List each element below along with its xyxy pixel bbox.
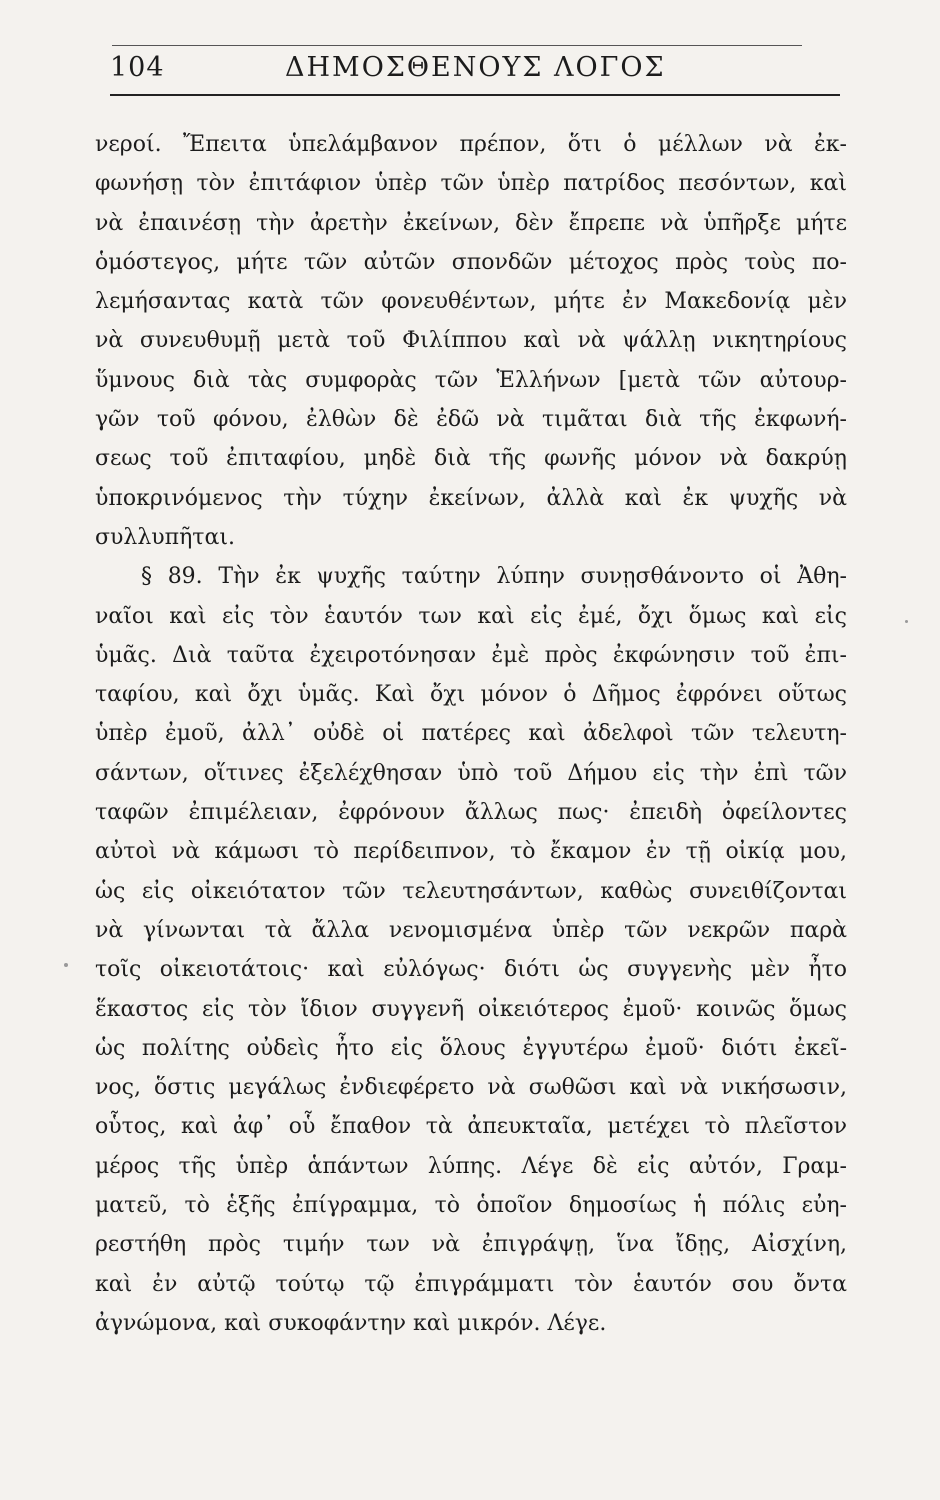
text-line: μέρος τῆς ὑπὲρ ἁπάντων λύπης. Λέγε δὲ εἰς αὐτόν, Γραμ- [95, 1153, 847, 1179]
text-line: ναῖοι καὶ εἰς τὸν ἑαυτόν των καὶ εἰς ἐμέ, ὄχι ὅμως καὶ εἰς [95, 603, 847, 629]
paper-speck [905, 620, 908, 623]
text-line: ταφῶν ἐπιμέλειαν, ἐφρόνουν ἄλλως πως· ἐπειδὴ ὀφείλοντες [95, 800, 847, 826]
text-line: ὡς πολίτης οὐδεὶς ἦτο εἰς ὅλους ἐγγυτέρω ἐμοῦ· διότι ἐκεῖ- [95, 1035, 847, 1061]
text-line: σάντων, οἵτινες ἐξελέχθησαν ὑπὸ τοῦ Δήμου εἰς τὴν ἐπὶ τῶν [95, 760, 847, 786]
text-line: ὑπὲρ ἐμοῦ, ἀλλ᾽ οὐδὲ οἱ πατέρες καὶ ἀδελφοὶ τῶν τελευτη- [95, 721, 847, 747]
running-header [110, 50, 840, 92]
text-line: φωνήσῃ τὸν ἐπιτάφιον ὑπὲρ τῶν ὑπὲρ πατρίδος πεσόντων, καὶ [95, 171, 847, 197]
text-line: ματεῦ, τὸ ἑξῆς ἐπίγραμμα, τὸ ὁποῖον δημοσίως ἡ πόλις εὐη- [95, 1193, 847, 1219]
text-line: νὰ ἐπαινέσῃ τὴν ἀρετὴν ἐκείνων, δὲν ἔπρεπε νὰ ὑπῆρξε μήτε [95, 210, 847, 236]
page-number: 104 [110, 52, 165, 83]
text-line: νὰ συνευθυμῇ μετὰ τοῦ Φιλίππου καὶ νὰ ψάλλῃ νικητηρίους [95, 328, 847, 354]
section-heading-line: § 89. Τὴν ἐκ ψυχῆς ταύτην λύπην συνῃσθάνοντο οἱ Ἀθη- [141, 564, 847, 590]
running-title: ΔΗΜΟΣΘΕΝΟΥΣ ΛΟΓΟΣ [285, 52, 666, 83]
text-line: καὶ ἐν αὐτῷ τούτῳ τῷ ἐπιγράμματι τὸν ἑαυτόν σου ὄντα [95, 1271, 847, 1297]
text-line: νος, ὅστις μεγάλως ἐνδιεφέρετο νὰ σωθῶσι καὶ νὰ νικήσωσιν, [95, 1075, 847, 1101]
text-line: γῶν τοῦ φόνου, ἐλθὼν δὲ ἐδῶ νὰ τιμᾶται διὰ τῆς ἐκφωνή- [95, 407, 847, 433]
text-line: οὗτος, καὶ ἀφ᾽ οὗ ἔπαθον τὰ ἀπευκταῖα, μετέχει τὸ πλεῖστον [95, 1114, 847, 1140]
text-line: νὰ γίνωνται τὰ ἄλλα νενομισμένα ὑπὲρ τῶν νεκρῶν παρὰ [95, 917, 847, 943]
text-line: τοῖς οἰκειοτάτοις· καὶ εὐλόγως· διότι ὡς συγγενὴς μὲν ἦτο [95, 957, 847, 983]
text-line: ὕμνους διὰ τὰς συμφορὰς τῶν Ἑλλήνων [μετὰ τῶν αὐτουρ- [95, 367, 847, 393]
text-line: αὐτοὶ νὰ κάμωσι τὸ περίδειπνον, τὸ ἔκαμον ἐν τῇ οἰκίᾳ μου, [95, 839, 847, 865]
text-line: ὡς εἰς οἰκειότατον τῶν τελευτησάντων, καθὼς συνειθίζονται [95, 878, 847, 904]
text-line: ἕκαστος εἰς τὸν ἴδιον συγγενῆ οἰκειότερος ἐμοῦ· κοινῶς ὅμως [95, 996, 847, 1022]
text-line: ἀγνώμονα, καὶ συκοφάντην καὶ μικρόν. Λέγε. [95, 1310, 607, 1336]
header-rule [110, 94, 840, 96]
paper-speck [64, 963, 68, 967]
header-top-rule [112, 45, 802, 46]
text-line: ὁμόστεγος, μήτε τῶν αὐτῶν σπονδῶν μέτοχος πρὸς τοὺς πο- [95, 249, 847, 275]
text-line: λεμήσαντας κατὰ τῶν φονευθέντων, μήτε ἐν Μακεδονίᾳ μὲν [95, 289, 847, 315]
text-line: νεροί. Ἔπειτα ὑπελάμβανον πρέπον, ὅτι ὁ μέλλων νὰ ἐκ- [95, 132, 847, 157]
text-line: ταφίου, καὶ ὄχι ὑμᾶς. Καὶ ὄχι μόνον ὁ Δῆμος ἐφρόνει οὕτως [95, 682, 847, 708]
text-line: ὑποκρινόμενος τὴν τύχην ἐκείνων, ἀλλὰ καὶ ἐκ ψυχῆς νὰ [95, 485, 847, 511]
text-line: ρεστήθη πρὸς τιμήν των νὰ ἐπιγράψῃ, ἵνα ἴδῃς, Αἰσχίνη, [95, 1232, 847, 1258]
text-line: συλλυπῆται. [95, 524, 235, 550]
text-line: σεως τοῦ ἐπιταφίου, μηδὲ διὰ τῆς φωνῆς μόνον νὰ δακρύῃ [95, 446, 847, 472]
text-line: ὑμᾶς. Διὰ ταῦτα ἐχειροτόνησαν ἐμὲ πρὸς ἐκφώνησιν τοῦ ἐπι- [95, 642, 847, 668]
body-text [95, 125, 847, 1343]
